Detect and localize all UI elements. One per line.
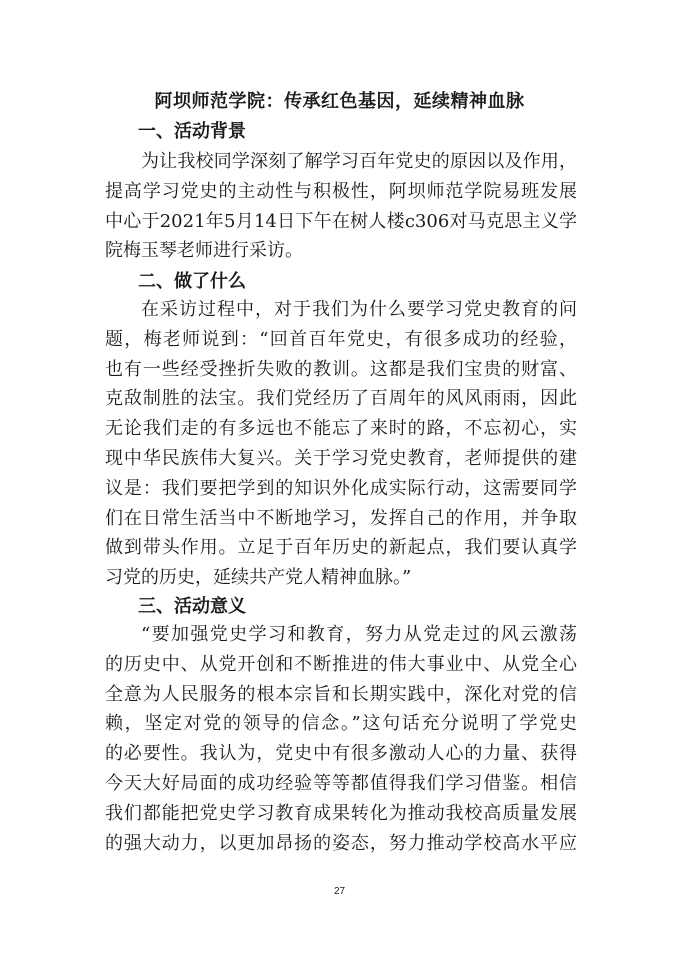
paragraph-line: 全意为人民服务的根本宗旨和长期实践中，深化对党的信 — [105, 683, 577, 705]
paragraph-line: 题，梅老师说到：“回首百年党史，有很多成功的经验， — [105, 328, 577, 350]
paragraph-line: 为让我校同学深刻了解学习百年党史的原因以及作用， — [141, 151, 577, 172]
document-title: 阿坝师范学院：传承红色基因，延续精神血脉 — [154, 91, 525, 112]
paragraph-line: 无论我们走的有多远也不能忘了来时的路，不忘初心，实 — [105, 418, 577, 440]
paragraph-line: 在采访过程中，对于我们为什么要学习党史教育的问 — [141, 299, 577, 320]
paragraph-line: 也有一些经受挫折失败的教训。这都是我们宝贵的财富、 — [105, 358, 577, 380]
paragraph-line: 克敌制胜的法宝。我们党经历了百周年的风风雨雨，因此 — [105, 388, 577, 410]
paragraph-line: 赖，坚定对党的领导的信念。”这句话充分说明了学党史 — [105, 713, 577, 735]
paragraph-line: “要加强党史学习和教育，努力从党走过的风云激荡 — [141, 624, 577, 645]
paragraph-line: 习党的历史，延续共产党人精神血脉。” — [105, 567, 412, 589]
paragraph-line: 做到带头作用。立足于百年历史的新起点，我们要认真学 — [105, 537, 577, 559]
paragraph-line: 的必要性。我认为，党史中有很多激动人心的力量、获得 — [105, 743, 577, 765]
paragraph-line: 院梅玉琴老师进行采访。 — [105, 240, 303, 262]
paragraph-line: 今天大好局面的成功经验等等都值得我们学习借鉴。相信 — [105, 772, 577, 794]
paragraph-line: 现中华民族伟大复兴。关于学习党史教育，老师提供的建 — [105, 447, 577, 469]
paragraph-line: 中心于2021年5月14日下午在树人楼c306对马克思主义学 — [105, 210, 577, 232]
section-body-activities — [105, 295, 577, 593]
section-body-background — [105, 147, 577, 266]
paragraph-line: 议是：我们要把学到的知识外化成实际行动，这需要同学 — [105, 477, 577, 499]
paragraph-line: 我们都能把党史学习教育成果转化为推动我校高质量发展 — [105, 802, 577, 824]
paragraph-line: 们在日常生活当中不断地学习，发挥自己的作用，并争取 — [105, 507, 577, 529]
section-heading-background: 一、活动背景 — [138, 121, 246, 142]
section-heading-activities: 二、做了什么 — [138, 271, 246, 292]
section-heading-significance: 三、活动意义 — [138, 596, 246, 617]
paragraph-line: 提高学习党史的主动性与积极性，阿坝师范学院易班发展 — [105, 180, 577, 202]
section-body-significance — [105, 620, 577, 858]
paragraph-line: 的历史中、从党开创和不断推进的伟大事业中、从党全心 — [105, 653, 577, 675]
paragraph-line: 的强大动力，以更加昂扬的姿态，努力推动学校高水平应 — [105, 832, 577, 854]
page-number: 27 — [333, 886, 346, 897]
